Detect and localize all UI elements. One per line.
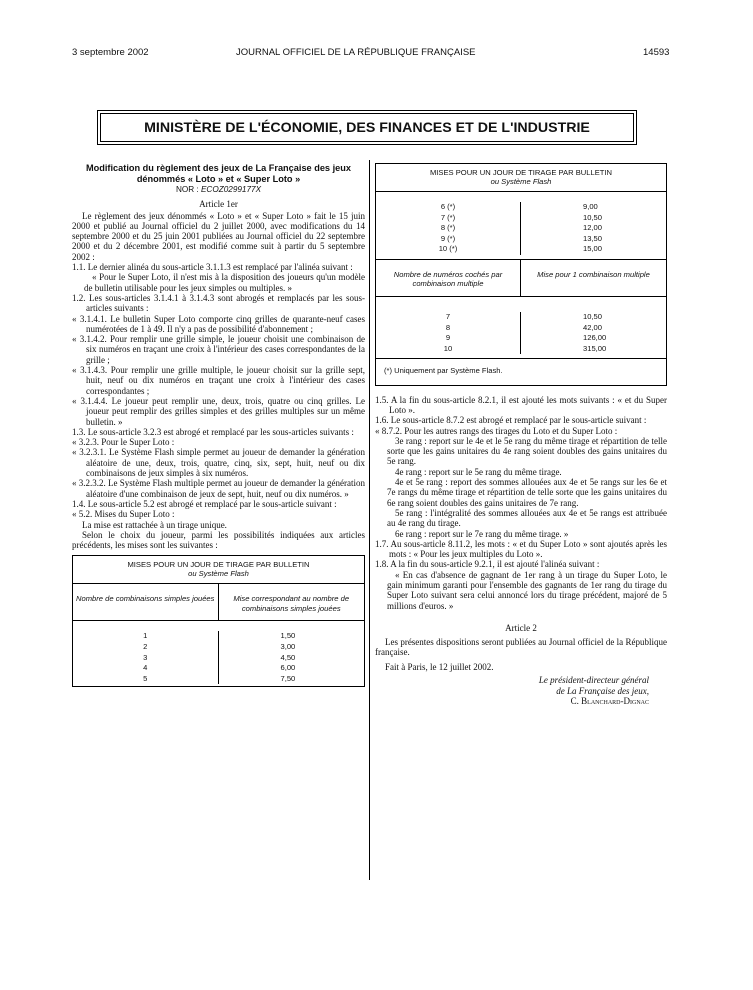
- table-cell-stake: 315,00: [583, 343, 607, 353]
- table-cell-stake: 3,00: [280, 641, 296, 651]
- table-cell-stake: 7,50: [280, 673, 296, 683]
- paragraph: 3e rang : report sur le 4e et le 5e rang du même tirage et répartition de telle sorte que les gains unitaires du 4e rang soient doubles des gains unitaires du 5e rang.: [387, 435, 667, 467]
- multiple-bets-table: [375, 163, 667, 386]
- table-header-combinations: Nombre de combinaisons simples jouées: [73, 584, 219, 621]
- paragraph: « 8.7.2. Pour les autres rangs des tirages du Loto et du Super Loto :: [375, 425, 618, 436]
- signatory-name: C. Blanchard-Dignac: [570, 696, 649, 707]
- paragraph: 1.5. A la fin du sous-article 8.2.1, il est ajouté les mots suivants : « et du Super Loto ».: [375, 394, 667, 415]
- single-bets-table: [72, 555, 365, 687]
- table-cell-count: 10: [443, 343, 453, 353]
- table-cell-stake: 15,00: [583, 244, 603, 254]
- table-cell-stake: 4,50: [280, 652, 296, 662]
- right-column: [375, 163, 667, 707]
- table-title: MISES POUR UN JOUR DE TIRAGE PAR BULLETIN ou Système Flash: [376, 164, 666, 192]
- paragraph: « 5.2. Mises du Super Loto :: [72, 509, 175, 520]
- table-cell-count: 2: [143, 641, 148, 651]
- nor-reference: NOR : ECOZ0299177X: [175, 185, 262, 194]
- table-cell-count: 7 (*): [440, 212, 456, 222]
- column-divider: [369, 160, 370, 880]
- signature-block: Le président-directeur général de La Française des jeux, C. Blanchard-Dignac: [375, 675, 667, 707]
- paragraph: « 3.1.4.4. Le joueur peut remplir une, deux, trois, quatre ou cinq grilles. Le joueur peut remplir des grilles simples et des grilles multiples sur un même bulletin. »: [72, 395, 365, 427]
- left-paragraphs: [72, 211, 365, 551]
- paragraph: Le règlement des jeux dénommés « Loto » et « Super Loto » fait le 15 juin 2000 et publié au Journal officiel du 2 juillet 2000, avec modifications du 14 septembre 2000 et du 25 juin 2001 publiées au Journal officiel du 22 septembre 2000 et du 2 décembre 2001, est modifié comme suit à partir du 5 septembre 2002 :: [72, 210, 365, 262]
- paragraph: « 3.2.3.1. Le Système Flash simple permet au joueur de demander la génération aléatoire de une, deux, trois, quatre, cinq, six, sept, huit, neuf ou dix combinaisons de jeux simples à six numéros.: [72, 447, 365, 479]
- paragraph: 5e rang : l'intégralité des sommes allouées aux 4e et 5e rangs est attribuée au 4e rang du tirage.: [387, 507, 667, 529]
- article-2-text: Les présentes dispositions seront publiées au Journal officiel de la République française.: [375, 637, 667, 658]
- paragraph: « 3.2.3. Pour le Super Loto :: [72, 437, 175, 448]
- paragraph: « 3.2.3.2. Le Système Flash multiple permet au joueur de demander la génération aléatoire d'une combinaison de jeux de sept, huit, neuf ou dix numéros. »: [72, 478, 365, 499]
- table-header-numbers: Nombre de numéros cochés par combinaison multiple: [376, 260, 521, 296]
- table-cell-stake: 10,50: [583, 212, 603, 222]
- table-cell-count: 1: [143, 631, 148, 641]
- table-cell-stake: 13,50: [583, 233, 603, 243]
- table-cell-stake: 6,00: [280, 663, 296, 673]
- done-at-paris: Fait à Paris, le 12 juillet 2002.: [385, 661, 494, 672]
- paragraph: La mise est rattachée à un tirage unique.: [82, 519, 227, 530]
- table-cell-count: 8 (*): [440, 223, 456, 233]
- header-journal-title: JOURNAL OFFICIEL DE LA RÉPUBLIQUE FRANÇAISE: [236, 47, 476, 58]
- paragraph: 4e et 5e rang : report des sommes allouées aux 4e et 5e rangs sur les 6e et 7e rangs du même tirage et répartition de telle sorte que les gains unitaires du 6e rang soient doubles des gains unitaires de 7e rang.: [387, 477, 667, 508]
- header-date: 3 septembre 2002: [72, 47, 149, 58]
- table-header-stake: Mise pour 1 combinaison multiple: [537, 269, 650, 279]
- table-cell-count: 4: [143, 663, 148, 673]
- decree-title: Modification du règlement des jeux de La Française des jeux dénommés « Loto » et « Super Loto »: [86, 163, 351, 184]
- paragraph: « Pour le Super Loto, il n'est mis à la disposition des joueurs qu'un modèle de bulletin utilisable pour les jeux simples ou multiples. »: [84, 272, 365, 293]
- table-cell-stake: 9,00: [583, 202, 598, 211]
- paragraph: 1.3. Le sous-article 3.2.3 est abrogé et remplacé par les sous-articles suivants :: [72, 426, 354, 437]
- table-cell-count: 10 (*): [438, 244, 458, 254]
- table-header-stake: Mise correspondant au nombre de combinaisons simples jouées: [219, 584, 365, 621]
- left-column: [72, 163, 365, 687]
- paragraph: 4e rang : report sur le 5e rang du même tirage.: [395, 466, 562, 477]
- table-cell-count: 8: [445, 322, 451, 332]
- right-paragraphs: [375, 395, 667, 611]
- paragraph: 1.7. Au sous-article 8.11.2, les mots : « et du Super Loto » sont ajoutés après les mots : « Pour les jeux multiples du Loto ».: [375, 538, 667, 560]
- table-cell-count: 7: [445, 311, 451, 321]
- table-cell-count: 5: [143, 673, 148, 683]
- paragraph: Selon le choix du joueur, parmi les possibilités indiquées aux articles précédents, les mises sont les suivantes :: [72, 529, 365, 551]
- paragraph: 1.4. Le sous-article 5.2 est abrogé et remplacé par le sous-article suivant :: [72, 498, 337, 509]
- paragraph: « En cas d'absence de gagnant de 1er rang à un tirage du Super Loto, le gain minimum garanti pour l'ensemble des gagnants de 1er rang du tirage du Super Loto suivant sera celui annoncé lors du tirage précédent, majoré de 5 millions d'euros. »: [387, 569, 667, 611]
- table-cell-count: 9: [445, 333, 451, 343]
- table-cell-count: 3: [143, 652, 148, 662]
- table-cell-stake: 1,50: [280, 631, 296, 641]
- table-title: MISES POUR UN JOUR DE TIRAGE PAR BULLETIN ou Système Flash: [73, 556, 364, 584]
- ministry-banner: MINISTÈRE DE L'ÉCONOMIE, DES FINANCES ET DE L'INDUSTRIE: [100, 113, 634, 142]
- table-cell-stake: 12,00: [583, 223, 603, 233]
- paragraph: 6e rang : report sur le 7e rang du même tirage. »: [395, 528, 569, 539]
- article-2-heading: Article 2: [505, 622, 537, 633]
- table-cell-count: 9 (*): [440, 233, 456, 243]
- article-1-heading: Article 1er: [199, 199, 238, 210]
- paragraph: 1.8. A la fin du sous-article 9.2.1, il est ajouté l'alinéa suivant :: [375, 559, 600, 570]
- table-cell-stake: 42,00: [583, 322, 603, 332]
- paragraph: 1.1. Le dernier alinéa du sous-article 3.1.1.3 est remplacé par l'alinéa suivant :: [72, 262, 353, 273]
- paragraph: « 3.1.4.3. Pour remplir une grille multiple, le joueur choisit sur la grille sept, huit, neuf ou dix numéros en traçant une croix à l'intérieur des cases correspondantes ;: [72, 365, 365, 396]
- paragraph: « 3.1.4.1. Le bulletin Super Loto comporte cinq grilles de quarante-neuf cases numérotées de 1 à 49. Il n'y a pas de possibilité d'abonnement ;: [72, 313, 365, 334]
- table-cell-stake: 10,50: [583, 311, 603, 321]
- table-cell-count: 6 (*): [440, 202, 456, 211]
- paragraph: 1.2. Les sous-articles 3.1.4.1 à 3.1.4.3 sont abrogés et remplacés par les sous-articles suivants :: [72, 292, 365, 314]
- table-footnote: (*) Uniquement par Système Flash.: [376, 358, 666, 384]
- header-page-number: 14593: [643, 47, 670, 58]
- paragraph: « 3.1.4.2. Pour remplir une grille simple, le joueur choisit une combinaison de six numéros en traçant une croix à l'intérieur des cases correspondantes de la grille ;: [72, 334, 365, 365]
- paragraph: 1.6. Le sous-article 8.7.2 est abrogé et remplacé par le sous-article suivant :: [375, 415, 647, 426]
- table-cell-stake: 126,00: [583, 333, 607, 343]
